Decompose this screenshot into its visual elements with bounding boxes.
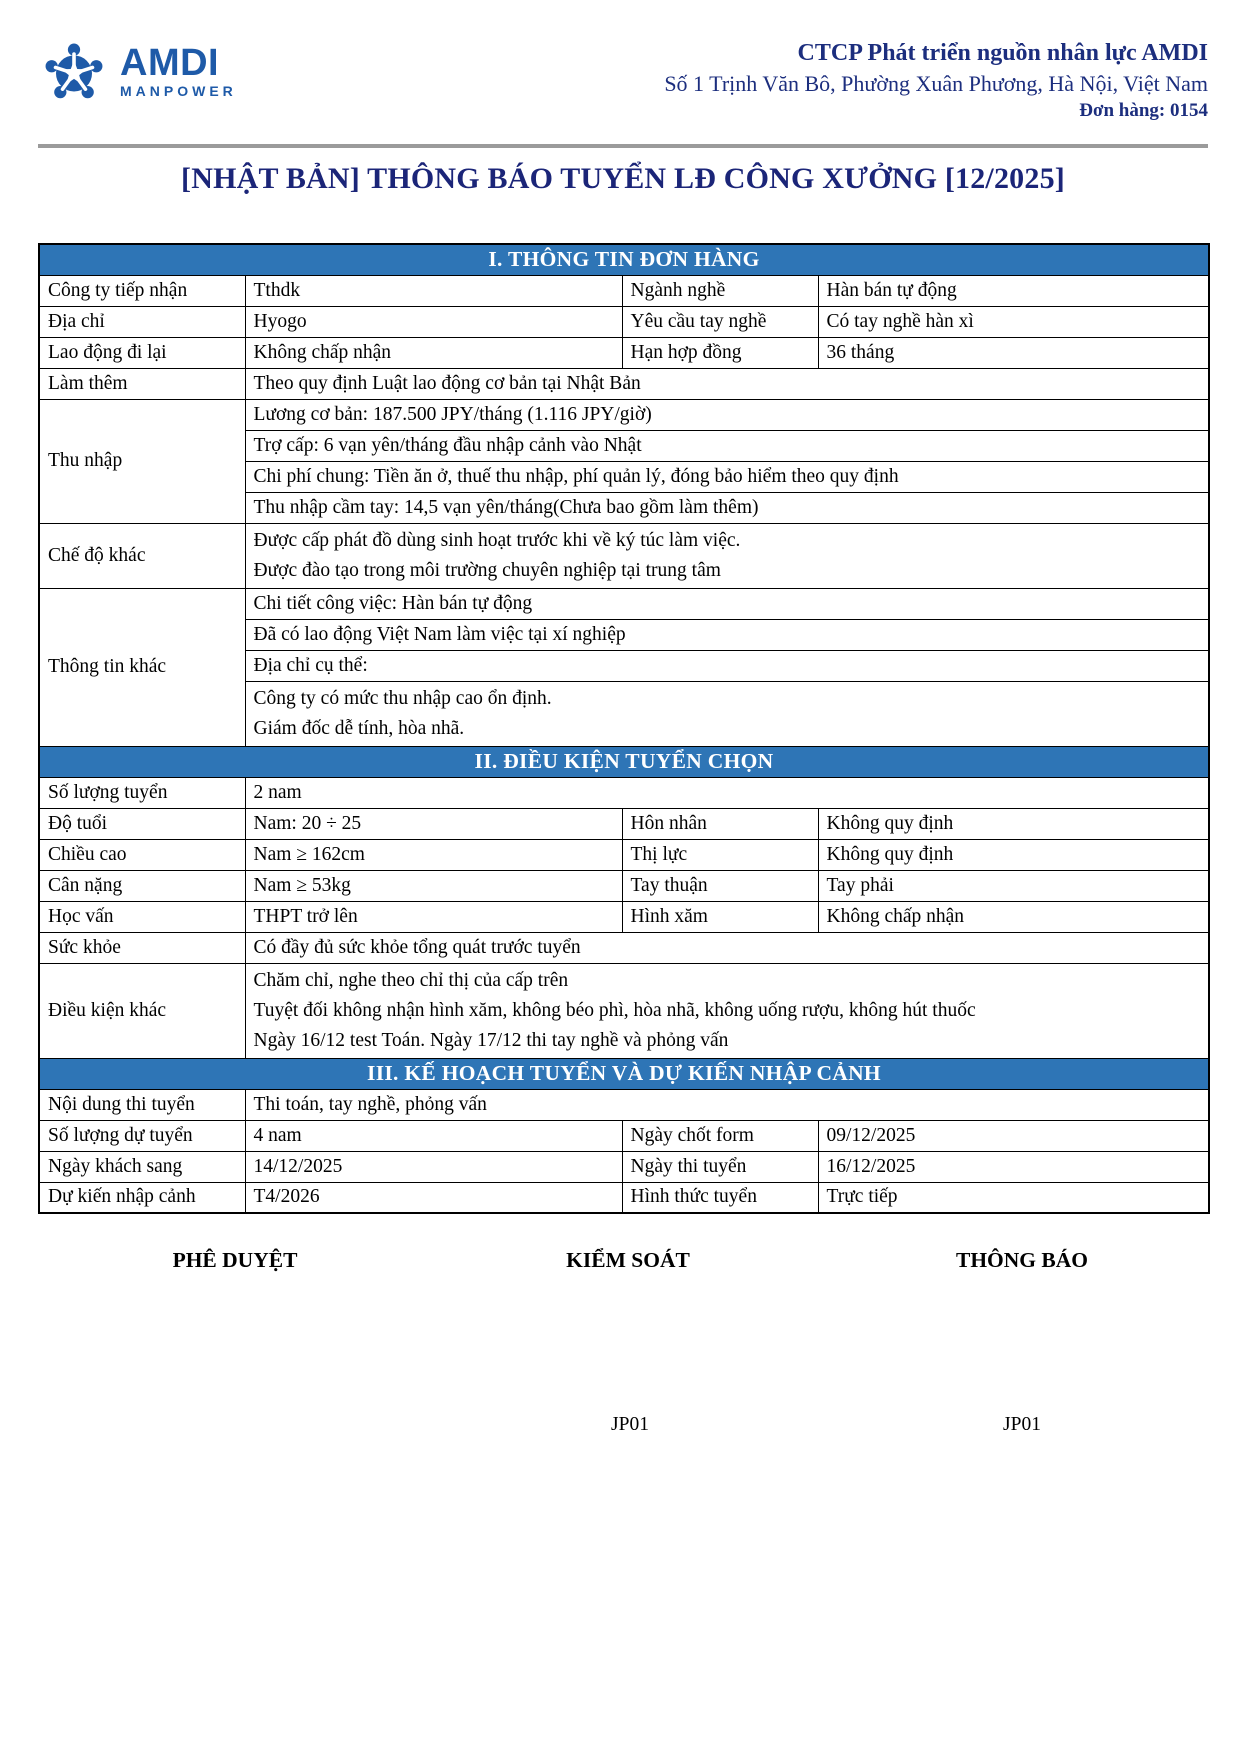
contract-label-cell: Hạn hợp đồng	[622, 337, 818, 368]
order-form-table	[38, 243, 1210, 1214]
weight-label-cell: Cân nặng	[39, 870, 245, 901]
exam-content-value-cell: Thi toán, tay nghề, phỏng vấn	[245, 1089, 1209, 1120]
signer-code: JP01	[611, 1414, 649, 1435]
vision-value-cell: Không quy định	[818, 839, 1209, 870]
company-logo	[38, 36, 237, 108]
vision-label-cell: Thị lực	[622, 839, 818, 870]
overtime-label-cell: Làm thêm	[39, 368, 245, 399]
other-conditions-label-cell: Điều kiện khác	[39, 963, 245, 1058]
section3-header-row	[39, 1058, 1209, 1089]
address-value-cell: Hyogo	[245, 306, 622, 337]
other-conditions-value-cell	[245, 963, 1209, 1058]
section2-title: II. ĐIỀU KIỆN TUYỂN CHỌN	[39, 746, 1209, 777]
table-row	[39, 337, 1209, 368]
page-title: [NHẬT BẢN] THÔNG BÁO TUYỂN LĐ CÔNG XƯỞNG [12/2025]	[181, 162, 1065, 195]
table-row	[39, 777, 1209, 808]
health-label-cell: Sức khỏe	[39, 932, 245, 963]
other-info-line-cell: Địa chỉ cụ thể:	[245, 650, 1209, 681]
industry-label-cell: Ngành nghề	[622, 275, 818, 306]
benefits-line: Được đào tạo trong môi trường chuyên nghiệp tại trung tâm	[253, 559, 721, 581]
age-label-cell: Độ tuổi	[39, 808, 245, 839]
income-line-cell: Trợ cấp: 6 vạn yên/tháng đầu nhập cảnh vào Nhật	[245, 430, 1209, 461]
tattoo-value-cell: Không chấp nhận	[818, 901, 1209, 932]
announce-heading: THÔNG BÁO	[955, 1248, 1089, 1272]
table-row	[39, 306, 1209, 337]
signer-code: JP01	[1003, 1414, 1041, 1435]
benefits-label-cell: Chế độ khác	[39, 523, 245, 588]
signature-block	[38, 1214, 1208, 1544]
table-row	[39, 1120, 1209, 1151]
approve-heading: PHÊ DUYỆT	[172, 1248, 298, 1272]
entry-label-cell: Dự kiến nhập cảnh	[39, 1182, 245, 1213]
table-row	[39, 1089, 1209, 1120]
other-info-label-cell: Thông tin khác	[39, 588, 245, 746]
table-row	[39, 963, 1209, 1058]
section1-header-row	[39, 244, 1209, 275]
tattoo-label-cell: Hình xăm	[622, 901, 818, 932]
table-row	[39, 932, 1209, 963]
section1-title: I. THÔNG TIN ĐƠN HÀNG	[39, 244, 1209, 275]
entry-value-cell: T4/2026	[245, 1182, 622, 1213]
other-info-note-line: Giám đốc dễ tính, hòa nhã.	[253, 717, 465, 739]
candidates-value-cell: 4 nam	[245, 1120, 622, 1151]
exam-date-value-cell: 16/12/2025	[818, 1151, 1209, 1182]
table-row	[39, 399, 1209, 430]
other-conditions-line: Chăm chỉ, nghe theo chỉ thị của cấp trên	[253, 969, 569, 991]
table-row	[39, 275, 1209, 306]
table-row	[39, 368, 1209, 399]
quantity-value-cell: 2 nam	[245, 777, 1209, 808]
quantity-label-cell: Số lượng tuyển	[39, 777, 245, 808]
other-info-note-line: Công ty có mức thu nhập cao ổn định.	[253, 687, 552, 709]
table-row	[39, 1151, 1209, 1182]
method-value-cell: Trực tiếp	[818, 1182, 1209, 1213]
candidates-label-cell: Số lượng dự tuyển	[39, 1120, 245, 1151]
benefits-value-cell	[245, 523, 1209, 588]
table-row	[39, 523, 1209, 588]
form-deadline-label-cell: Ngày chốt form	[622, 1120, 818, 1151]
address-label-cell: Địa chỉ	[39, 306, 245, 337]
other-info-line-cell: Chi tiết công việc: Hàn bán tự động	[245, 588, 1209, 619]
control-heading: KIỂM SOÁT	[566, 1248, 690, 1272]
other-conditions-line: Ngày 16/12 test Toán. Ngày 17/12 thi tay nghề và phỏng vấn	[253, 1029, 729, 1051]
marriage-value-cell: Không quy định	[818, 808, 1209, 839]
company-label-cell: Công ty tiếp nhận	[39, 275, 245, 306]
table-row	[39, 839, 1209, 870]
table-row	[39, 1182, 1209, 1213]
exam-content-label-cell: Nội dung thi tuyển	[39, 1089, 245, 1120]
weight-value-cell: Nam ≥ 53kg	[245, 870, 622, 901]
document-header	[38, 36, 1208, 124]
logo-sub-text: MANPOWER	[120, 83, 237, 99]
marriage-label-cell: Hôn nhân	[622, 808, 818, 839]
company-name: CTCP Phát triển nguồn nhân lực AMDI	[797, 40, 1208, 66]
benefits-line: Được cấp phát đồ dùng sinh hoạt trước khi về ký túc làm việc.	[253, 529, 741, 551]
exam-date-label-cell: Ngày thi tuyển	[622, 1151, 818, 1182]
income-label-cell: Thu nhập	[39, 399, 245, 523]
header-divider	[38, 144, 1208, 148]
travel-label-cell: Lao động đi lại	[39, 337, 245, 368]
section3-title: III. KẾ HOẠCH TUYỂN VÀ DỰ KIẾN NHẬP CẢNH	[39, 1058, 1209, 1089]
income-line-cell: Chi phí chung: Tiền ăn ở, thuế thu nhập, phí quản lý, đóng bảo hiểm theo quy định	[245, 461, 1209, 492]
other-info-line-cell: Đã có lao động Việt Nam làm việc tại xí nghiệp	[245, 619, 1209, 650]
hand-value-cell: Tay phải	[818, 870, 1209, 901]
client-visit-label-cell: Ngày khách sang	[39, 1151, 245, 1182]
skill-value-cell: Có tay nghề hàn xì	[818, 306, 1209, 337]
logo-brand-text: AMDI	[120, 42, 220, 84]
travel-value-cell: Không chấp nhận	[245, 337, 622, 368]
method-label-cell: Hình thức tuyển	[622, 1182, 818, 1213]
other-conditions-line: Tuyệt đối không nhận hình xăm, không béo phì, hòa nhã, không uống rượu, không hút thuốc	[253, 999, 976, 1021]
table-row	[39, 901, 1209, 932]
company-address: Số 1 Trịnh Văn Bô, Phường Xuân Phương, Hà Nội, Việt Nam	[664, 71, 1208, 96]
industry-value-cell: Hàn bán tự động	[818, 275, 1209, 306]
logo-wordmark	[120, 42, 237, 99]
skill-label-cell: Yêu cầu tay nghề	[622, 306, 818, 337]
table-row	[39, 588, 1209, 619]
company-info-block	[664, 36, 1208, 124]
health-value-cell: Có đầy đủ sức khỏe tổng quát trước tuyển	[245, 932, 1209, 963]
height-label-cell: Chiều cao	[39, 839, 245, 870]
contract-value-cell: 36 tháng	[818, 337, 1209, 368]
hand-label-cell: Tay thuận	[622, 870, 818, 901]
age-value-cell: Nam: 20 ÷ 25	[245, 808, 622, 839]
amdi-people-circle-icon	[38, 36, 110, 108]
other-info-note-cell	[245, 681, 1209, 746]
income-line-cell: Lương cơ bản: 187.500 JPY/tháng (1.116 JPY/giờ)	[245, 399, 1209, 430]
table-row	[39, 808, 1209, 839]
income-line-cell: Thu nhập cầm tay: 14,5 vạn yên/tháng(Chưa bao gồm làm thêm)	[245, 492, 1209, 523]
education-value-cell: THPT trở lên	[245, 901, 622, 932]
form-deadline-value-cell: 09/12/2025	[818, 1120, 1209, 1151]
overtime-value-cell: Theo quy định Luật lao động cơ bản tại Nhật Bản	[245, 368, 1209, 399]
table-row	[39, 870, 1209, 901]
height-value-cell: Nam ≥ 162cm	[245, 839, 622, 870]
order-number: Đơn hàng: 0154	[1079, 100, 1208, 121]
client-visit-value-cell: 14/12/2025	[245, 1151, 622, 1182]
section2-header-row	[39, 746, 1209, 777]
company-value-cell: Tthdk	[245, 275, 622, 306]
education-label-cell: Học vấn	[39, 901, 245, 932]
